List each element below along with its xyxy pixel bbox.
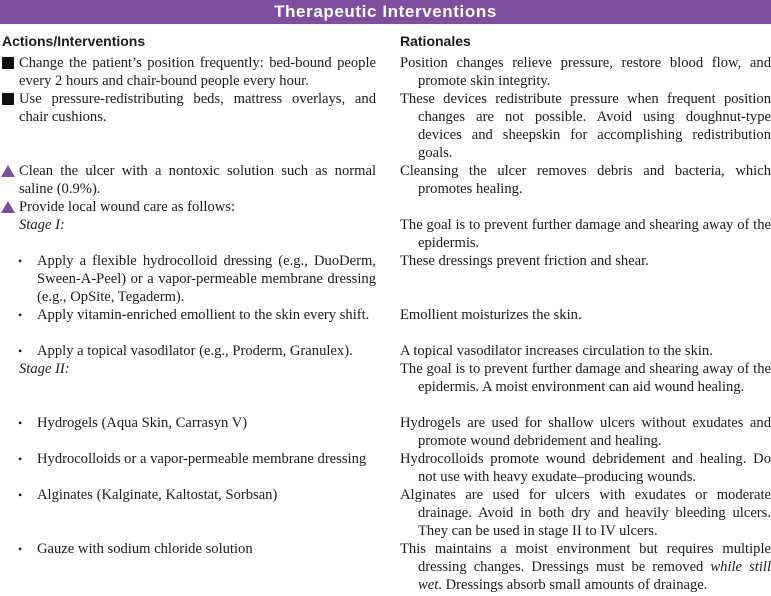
section-banner xyxy=(0,0,771,24)
action-text: Provide local wound care as follows: xyxy=(19,199,236,215)
rationale-part: . Dressings absorb small amounts of drainage. xyxy=(438,577,708,593)
action-text: Gauze with sodium chloride solution xyxy=(37,541,253,557)
rationale-text: These devices redistribute pressure when frequent position changes are not possible. Avoid using doughnut-type devices and sheepskin for accomplishing redistribution goals. xyxy=(400,91,771,161)
action-cell xyxy=(0,306,376,324)
action-cell xyxy=(0,162,376,198)
triangle-icon xyxy=(1,165,15,177)
action-text: Change the patient’s position frequently: bed-bound people every 2 hours and chair-bound people every hour. xyxy=(19,55,376,89)
square-icon xyxy=(2,57,14,69)
stage-label: Stage II: xyxy=(19,361,70,377)
rationale-text: Hydrogels are used for shallow ulcers without exudates and promote wound debridement and healing. xyxy=(400,415,771,449)
action-text: Apply a topical vasodilator (e.g., Proderm, Granulex). xyxy=(37,343,353,359)
rationale-text: Alginates are used for ulcers with exudates or moderate drainage. Avoid in both dry and heavily bleeding ulcers. They can be used in stage II to IV ulcers. xyxy=(400,487,771,539)
rationale-text: Position changes relieve pressure, restore blood flow, and promote skin integrity. xyxy=(400,55,771,89)
bullet-icon: • xyxy=(18,488,23,502)
action-cell xyxy=(0,54,376,90)
bullet-icon: • xyxy=(18,542,23,556)
rationale-text: Hydrocolloids promote wound debridement and healing. Do not use with heavy exudate–producing wounds. xyxy=(400,451,771,485)
rationale-text xyxy=(400,540,771,594)
column-header-rationales: Rationales xyxy=(400,33,471,49)
rationale-text: Cleansing the ulcer removes debris and bacteria, which promotes healing. xyxy=(400,163,771,197)
action-text: Alginates (Kalginate, Kaltostat, Sorbsan) xyxy=(37,487,278,503)
rationale-text: A topical vasodilator increases circulation to the skin. xyxy=(400,343,713,359)
rationale-emphasis: while still wet xyxy=(418,559,771,593)
action-cell xyxy=(0,414,376,432)
action-text: Clean the ulcer with a nontoxic solution such as normal saline (0.9%). xyxy=(19,163,376,197)
bullet-icon: • xyxy=(18,416,23,430)
action-text: Use pressure-redistributing beds, mattress overlays, and chair cushions. xyxy=(19,91,376,125)
square-icon xyxy=(2,93,14,105)
action-cell xyxy=(0,198,376,216)
rationale-text: The goal is to prevent further damage and shearing away of the epidermis. A moist environment can aid wound healing. xyxy=(400,361,771,395)
bullet-icon: • xyxy=(18,344,23,358)
section-title: Therapeutic Interventions xyxy=(274,2,497,21)
action-cell xyxy=(0,90,376,126)
action-cell xyxy=(0,486,376,504)
action-cell xyxy=(0,540,376,558)
stage-label: Stage I: xyxy=(19,217,65,233)
action-text: Hydrogels (Aqua Skin, Carrasyn V) xyxy=(37,415,248,431)
rationale-text: These dressings prevent friction and shear. xyxy=(400,253,649,269)
bullet-icon: • xyxy=(18,308,23,322)
bullet-icon: • xyxy=(18,254,23,268)
rationale-text: The goal is to prevent further damage and shearing away of the epidermis. xyxy=(400,217,771,251)
column-header-actions: Actions/Interventions xyxy=(2,33,146,49)
action-text: Hydrocolloids or a vapor-permeable membrane dressing xyxy=(37,451,367,467)
action-text: Apply a flexible hydrocolloid dressing (e.g., DuoDerm, Sween-A-Peel) or a vapor-permeable membrane dressing (e.g., OpSite, Tegaderm). xyxy=(37,253,376,305)
rationale-text: Emollient moisturizes the skin. xyxy=(400,307,582,323)
action-cell xyxy=(0,252,376,306)
action-cell xyxy=(0,342,376,360)
triangle-icon xyxy=(1,201,15,213)
rationale-part: This maintains a moist environment but requires multiple dressing changes. Dressings must be removed xyxy=(400,541,771,575)
bullet-icon: • xyxy=(18,452,23,466)
action-text: Apply vitamin-enriched emollient to the skin every shift. xyxy=(37,307,370,323)
action-cell xyxy=(0,450,376,468)
